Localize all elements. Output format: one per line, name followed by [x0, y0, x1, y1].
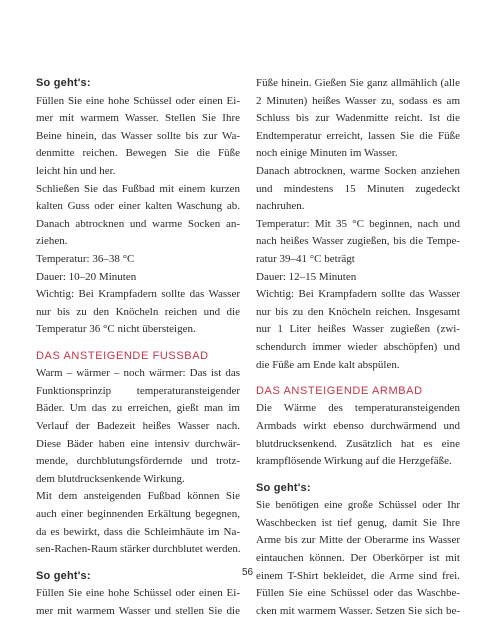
text-line: Füllen Sie eine hohe Schüssel oder einen Ei-: [36, 94, 240, 107]
text-line: Warm – wärmer – noch wärmer: Das ist das: [36, 367, 240, 380]
text-line: auch einer beginnenden Erkältung begegnen,: [36, 508, 240, 521]
text-line: Danach abtrocknen und warme Socken an-: [36, 217, 240, 230]
text-line: nur bis zu den Knöcheln reichen und die: [36, 305, 240, 318]
text-line: ratur 39–41 °C beträgt: [256, 252, 355, 265]
text-line: dem blutdrucksenkende Wirkung.: [36, 472, 185, 485]
text-line: nur 1 Liter heißes Wasser zugießen (zwi-: [256, 323, 460, 336]
text-line: mende, durchblutungsfördernde und trotz-: [36, 455, 240, 468]
text-line: ziehen.: [36, 235, 68, 248]
text-line: denmitte reichen. Bewegen Sie die Füße: [36, 147, 240, 160]
text-line: Danach abtrocknen, warme Socken anziehen: [256, 164, 460, 177]
text-line: Waschbecken ist tief genug, damit Sie Ihre: [256, 516, 460, 529]
subheading: So geht's:: [36, 77, 91, 89]
right-text-column: [256, 75, 460, 620]
text-line: Füße hinein. Gießen Sie ganz allmählich (alle: [256, 77, 460, 89]
text-line: Beine hinein, das Wasser sollte bis zur Wa-: [36, 129, 240, 142]
left-text-column: [36, 75, 240, 620]
text-line: nach heißes Wasser zugießen, bis die Tempe-: [256, 235, 460, 248]
text-line: einem T-Shirt bekleidet, die Arme sind frei.: [256, 569, 460, 582]
text-line: schendurch immer wieder abschöpfen) und: [256, 340, 460, 353]
text-line: Sie benötigen eine große Schüssel oder Ihr: [256, 499, 460, 512]
text-line: cken mit warmem Wasser. Setzen Sie sich be-: [256, 604, 460, 617]
text-line: Dauer: 12–15 Minuten: [256, 270, 357, 283]
text-line: Temperatur: 36–38 °C: [36, 252, 135, 265]
text-line: Dauer: 10–20 Minuten: [36, 270, 137, 283]
text-line: Mit dem ansteigenden Fußbad können Sie: [36, 490, 240, 503]
text-line: eintauchen können. Der Oberkörper ist mit: [256, 552, 460, 565]
text-line: Füllen Sie eine Schüssel oder das Waschbe-: [256, 587, 460, 600]
text-line: Temperatur: Mit 35 °C beginnen, nach und: [256, 217, 460, 230]
text-line: Schluss bis zur Wadenmitte reicht. Ist die: [256, 112, 460, 125]
text-line: Funktionsprinzip temperaturansteigender: [36, 384, 240, 397]
text-line: mer mit warmem Wasser. Stellen Sie Ihre: [36, 112, 240, 125]
paragraph-spacer: [36, 339, 240, 348]
subheading: So geht's:: [36, 569, 91, 582]
text-line: da es bewirkt, dass die Schleimhäute im Na-: [36, 525, 240, 538]
text-line: Endtemperatur erreicht, lassen Sie die Füße: [256, 129, 460, 142]
text-line: und mindestens 15 Minuten zugedeckt: [256, 182, 460, 195]
section-heading: DAS ANSTEIGENDE FUSSBAD: [36, 349, 209, 362]
text-line: 2 Minuten) heißes Wasser zu, sodass es am: [256, 94, 460, 107]
text-line: Armbads wirkt ebenso durchwärmend und: [256, 420, 460, 433]
text-line: Arme bis zur Mitte der Oberarme ins Wasser: [256, 534, 460, 547]
text-line: Temperatur 36 °C nicht übersteigen.: [36, 323, 196, 336]
text-line: noch einige Minuten im Wasser.: [256, 147, 398, 160]
paragraph-spacer: [256, 471, 460, 480]
text-line: kalten Guss oder einer kalten Waschung ab.: [36, 200, 240, 213]
text-line: leicht hin und her.: [36, 164, 116, 177]
text-line: Diese Bäder haben eine intensiv durchwär-: [36, 437, 240, 450]
text-line: sen-Rachen-Raum stärker durchblutet werden.: [36, 543, 241, 556]
text-line: Füllen Sie eine hohe Schüssel oder einen Ei-: [36, 587, 240, 600]
text-line: blutdrucksenkend. Zusätzlich hat es eine: [256, 437, 460, 450]
text-line: Wichtig: Bei Krampfadern sollte das Wasser: [36, 288, 240, 301]
text-line: krampflösende Wirkung auf die Herzgefäße.: [256, 455, 452, 468]
page-number: 56: [241, 567, 254, 578]
text-line: Verlauf der Badezeit heißes Wasser nach.: [36, 420, 240, 433]
text-line: die Füße am Ende kalt abspülen.: [256, 358, 400, 371]
text-line: nachruhen.: [256, 200, 305, 213]
text-line: Bäder. Um das zu erreichen, gießt man im: [36, 402, 240, 415]
text-line: Die Wärme des temperaturansteigenden: [256, 402, 460, 415]
subheading: So geht's:: [256, 481, 311, 494]
text-line: Schließen Sie das Fußbad mit einem kurzen: [36, 182, 240, 195]
text-line: mer mit warmem Wasser und stellen Sie die: [36, 604, 240, 617]
section-heading: DAS ANSTEIGENDE ARMBAD: [256, 384, 423, 397]
text-line: nur bis zu den Knöcheln reichen. Insgesamt: [256, 305, 460, 318]
text-line: Wichtig: Bei Krampfadern sollte das Wasser: [256, 288, 460, 301]
paragraph-spacer: [256, 374, 460, 383]
